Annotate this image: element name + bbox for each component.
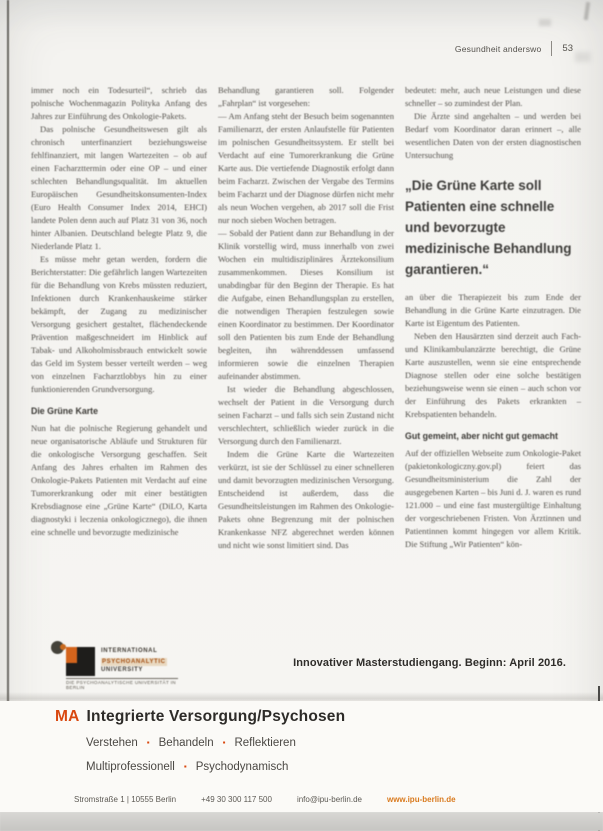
logo-square-accent-icon [66, 647, 77, 663]
ad-program-title [55, 708, 345, 726]
pull-quote: „Die Grüne Karte soll Patienten eine schnelle und bevorzugte medizinische Behandlung garantieren.“ [405, 178, 572, 277]
article-column-1 [31, 84, 207, 552]
ad-keyword: Psychodynamisch [195, 761, 289, 773]
ad-program-name: Integrierte Versorgung/Psychosen [86, 708, 346, 725]
ad-keyword: Behandeln [158, 737, 214, 749]
bullet-separator-icon: ▪ [146, 737, 150, 747]
ad-phone: +49 30 300 117 500 [201, 795, 272, 804]
body-paragraph: — Am Anfang steht der Besuch beim sogenannten Familienarzt, der ersten Anlaufstelle für Patienten im polnischen Gesundheitssystem. Er stellt bei Verdacht auf eine Tumorerkrankung die Grüne Karte aus. Die vertiefende Diagnostik erfolgt dann beim Facharzt. Zwischen der Vergabe des Termins beim Facharzt und der Diagnose dürfen nicht mehr als neun Wochen vergehen, ab 2017 soll die Frist nur noch sieben Wochen betragen. [218, 111, 394, 225]
body-paragraph: Indem die Grüne Karte die Wartezeiten verkürzt, ist sie der Schlüssel zu einer schnelleren und damit bevorzugten medizinischen Versorgung. Entscheidend ist außerdem, dass die Gesundheitsleistungen im Rahmen des Onkologie-Pakets ohne Begrenzung mit der polnischen Krankenkasse NFZ abgerechnet werden können und nicht wie sonst limitiert sind. Das [218, 449, 394, 550]
body-paragraph: bedeutet: mehr, auch neue Leistungen und diese schneller – so zumindest der Plan. [405, 85, 581, 108]
bullet-separator-icon: ▪ [183, 761, 187, 771]
scan-smudge [575, 52, 591, 62]
logo-line-3: UNIVERSITY [101, 667, 144, 673]
ad-email: info@ipu-berlin.de [296, 795, 362, 804]
body-paragraph: Es müsse mehr getan werden, fordern die Berichterstatter: Die gefährlich langen Wartezeiten für die Behandlung von Krebs müssten reduziert, Infektionen durch Krankenhauskeime stärker bekämpft, der Zugang zu medizinischer Versorgung gesichert gestaltet, flächendeckende Prävention maßgeschneidert im Hinblick auf Tabak- und Alkoholmissbrauch entwickelt sowie das Geld im System besser verteilt werden – weg von einzelnen Facharztlobbys hin zu einer funktionierenden Grundversorgung. [31, 254, 207, 394]
subheading: Gut gemeint, aber nicht gut gemacht [405, 431, 558, 441]
subheading: Die Grüne Karte [31, 406, 98, 416]
ad-website: www.ipu-berlin.de [386, 795, 456, 804]
page-number: 53 [562, 43, 573, 54]
body-paragraph: Nun hat die polnische Regierung gehandelt und neue organisatorische Abläufe und Strukturen für die onkologische Versorgung geschaffen. Seit Anfang des Jahres erhalten im Rahmen des Onkologie-Pakets Patienten mit Verdacht auf eine Tumorerkrankung oder mit einer bestätigten Krebsdiagnose eine „Grüne Karte“ (DiLO, Karta diagnostyki i leczenia onkologicznego), die ihnen eine schnelle und bevorzugte medizinische [31, 422, 207, 537]
ad-keyword: Verstehen [86, 737, 138, 749]
body-paragraph: — Sobald der Patient dann zur Behandlung in der Klinik vorstellig wird, muss innerhalb von zwei Wochen ein multidisziplinäres Ärztekonsilium zusammenkommen. Dieses Konsilium ist unabdingbar für den Beginn der Therapie. Es hat die Aufgabe, einen Behandlungsplan zu erstellen, die notwendigen Therapien festzulegen sowie einen Koordinator zu bestimmen. Der Koordinator soll den Patienten bis zum Ende der Behandlung begleiten, ihn währenddessen umfassend informieren sowie die einzelnen Therapien aufeinander abstimmen. [218, 228, 394, 381]
body-paragraph: Ist wieder die Behandlung abgeschlossen, wechselt der Patient in die Versorgung durch seinen Facharzt – und falls sich sein Zustand nicht verschlechtert, schließlich wieder zurück in die Versorgung durch den Familienarzt. [218, 384, 394, 446]
logo-wordmark [101, 647, 167, 674]
body-paragraph: an über die Therapiezeit bis zum Ende der Behandlung in die Grüne Karte einzutragen. Die Karte ist Eigentum des Patienten. [405, 292, 581, 328]
scan-edge-left [7, 0, 9, 706]
bullet-separator-icon: ▪ [222, 737, 226, 747]
scan-smudge [584, 2, 590, 20]
scan-edge-bottom [0, 812, 603, 831]
running-header [455, 41, 573, 56]
ad-keyword: Reflektieren [234, 737, 296, 749]
ad-degree-prefix: MA [55, 708, 80, 725]
body-paragraph: immer noch ein Todesurteil“, schrieb das polnische Wochenmagazin Polityka Anfang des Jahres zur Einführung des Onkologie-Pakets. [31, 85, 207, 121]
section-label: Gesundheit anderswo [454, 43, 542, 54]
header-divider [551, 41, 552, 56]
ad-banner-headline: Innovativer Masterstudiengang. Beginn: April 2016. [293, 657, 566, 669]
ad-keywords-line-2 [86, 761, 288, 773]
ipu-university-logo [53, 644, 183, 696]
ad-address: Stromstraße 1 | 10555 Berlin [74, 795, 177, 804]
article-body [31, 84, 581, 552]
logo-subline: DIE PSYCHOANALYTISCHE UNIVERSITÄT IN BERLIN [66, 678, 178, 690]
ipu-advertisement [0, 701, 603, 812]
logo-line-1: INTERNATIONAL [101, 648, 158, 654]
body-paragraph: Die Ärzte sind angehalten – und werden bei Bedarf vom Koordinator daran erinnert –, alle wesentlichen Daten von der ersten diagnostischen Untersuchung [405, 111, 581, 160]
logo-line-2: PSYCHOANALYTIC [102, 659, 166, 665]
article-column-3 [405, 84, 581, 552]
ad-keywords-line-1 [86, 737, 296, 749]
body-paragraph: Auf der offiziellen Webseite zum Onkologie-Paket (pakietonkologiczny.gov.pl) feiert das Gesundheitsministerium die Zahl der ausgegebenen Karten – bis Juni d. J. waren es rund 121.000 – und eine fast mustergültige Einhaltung der vorgeschriebenen Fristen. Von Ärztinnen und Patientinnen kommt hingegen vor allem Kritik. Die Stiftung „Wir Patienten“ kön- [405, 447, 581, 549]
ad-keyword: Multiprofessionell [86, 761, 175, 773]
article-column-2 [218, 84, 394, 552]
body-paragraph: Neben den Hausärzten sind derzeit auch Fach- und Klinikambulanzärzte berechtigt, die Grüne Karte auszustellen, wenn sie eine entsprechende Diagnose stellen oder eine solche bestätigen beziehungsweise wenn sie einen – auch schon vor der Einführung des Pakets erkrankten – Krebspatienten behandeln. [405, 331, 581, 419]
scan-smudge [539, 19, 551, 26]
body-paragraph: Behandlung garantieren soll. Folgender „Fahrplan“ ist vorgesehen: [218, 85, 394, 108]
body-paragraph: Das polnische Gesundheitswesen gilt als chronisch unterfinanziert beziehungsweise fehlfinanziert, mit langen Wartezeiten – ob auf einen Facharzttermin oder eine OP – und einer schlechten Behandlungsqualität. Im aktuellen Europäischen Gesundheitskonsumenten-Index (Euro Health Consumer Index 2014, EHCI) landete Polen denn auch auf Platz 31 von 36, noch hinter Albanien. Deutschland belegte Platz 9, die Niederlande Platz 1. [31, 124, 207, 251]
ad-contact-line [74, 795, 456, 804]
